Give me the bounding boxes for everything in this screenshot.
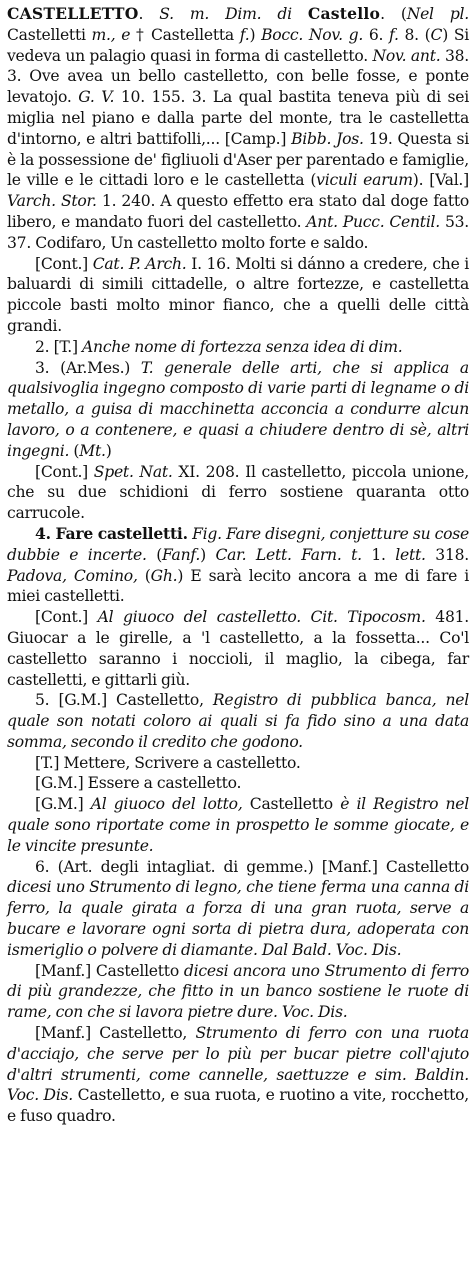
text-run: ) <box>200 545 216 564</box>
italic-text: Fanf. <box>162 545 201 564</box>
text-run: . ( <box>380 5 407 23</box>
text-run: 10. 155. 3. La qual bastita teneva più di sei miglia nel piano e dalla parte del monte, tra le castelletta d'intorno, e altri battifolli,... [Camp.] <box>7 88 470 148</box>
italic-text: f. <box>239 25 250 44</box>
italic-text: Cat. P. Arch. <box>92 254 187 273</box>
italic-text: f. <box>389 25 399 44</box>
italic-text: T. generale delle arti, che si applica a qualsivoglia ingegno composto di varie parti di legname o di metallo, a guisa di macchinetta acconcia a condurre alcun lavoro, o a contenere, e quasi a chiudere dentro di sè, altri ingegni. <box>7 358 469 460</box>
italic-text: dicesi uno Strumento di legno, che tiene ferma una canna di ferro, la quale girata a forza di una gran ruota, serve a bucare e lavorare ogni sorta di pietra dura, adoperata con ismeriglio o polvere di diamante. Dal Bald. Voc. Dis. <box>7 878 469 959</box>
italic-text: C <box>430 25 443 44</box>
text-run: [Manf.] Castelletto, <box>35 1024 196 1043</box>
italic-text: dicesi ancora uno Strumento di ferro di più grandezze, che fitto in un banco sostiene le ruote di rame, con che si lavora pietre dure. Voc. Dis. <box>7 961 469 1022</box>
italic-text: Padova, Comino, <box>7 566 138 585</box>
text-run: ) <box>249 25 262 44</box>
entry-definition <box>7 4 469 254</box>
text-run: [Cont.] <box>35 462 94 481</box>
italic-text: viculi earum <box>316 171 413 190</box>
text-run: Castelletto <box>242 795 341 814</box>
italic-text: Gh. <box>150 566 178 585</box>
italic-text: Strumento di ferro con una ruota d'acciajo, che serve per lo più per bucar pietre coll'ajuto d'altri strumenti, come cannelle, saettuzze e sim. Baldin. Voc. Dis. <box>7 1024 469 1105</box>
text-run: ( <box>137 566 151 585</box>
text-run: 19. Questa si è la possessione de' figliuoli d'Aser per parentado e famiglie, le ville e le cittadi loro e le castelletta ( <box>7 129 470 190</box>
text-run: ) <box>105 441 112 460</box>
italic-text: Registro di pubblica banca, nel quale son notati coloro ai quali si fa fido sino a una data somma, secondo il credito che godono. <box>7 691 469 751</box>
sense-continuation <box>7 773 469 794</box>
text-run: 53. 37. Codifaro, Un castelletto molto forte e saldo. <box>7 212 469 252</box>
italic-text: lett. <box>395 545 426 564</box>
text-run: [Cont.] <box>35 254 93 273</box>
text-run: [G.M.] Essere a castelletto. <box>35 774 242 793</box>
italic-text: è il Registro nel quale sono riportate come in prospetto le somme giocate, e le vincite presunte. <box>7 795 470 855</box>
text-run: † Castelletta <box>130 25 240 44</box>
italic-text: Varch. Stor. <box>7 192 97 211</box>
text-run: 38. 3. Ove avea un bello castelletto, con belle fosse, e ponte levatojo. <box>7 46 469 107</box>
italic-text: Bocc. Nov. g. <box>261 25 364 44</box>
sense-6 <box>7 857 469 961</box>
italic-text: Bibb. Jos. <box>291 129 364 148</box>
text-run: Castelletti <box>7 25 92 44</box>
sense-5 <box>7 690 469 752</box>
text-run: 3. (Ar.Mes.) <box>35 358 141 377</box>
text-run: 8. ( <box>398 25 431 44</box>
italic-text: Ant. Pucc. Centil. <box>306 212 441 231</box>
text-run: 318. <box>425 545 470 564</box>
sense-continuation <box>7 753 469 774</box>
italic-text: Anche nome di fortezza senza idea di dim. <box>82 337 403 356</box>
sense-2 <box>7 337 469 358</box>
text-run: 6. (Art. degli intagliat. di gemme.) [Manf.] Castelletto <box>35 857 469 876</box>
text-run: . <box>138 5 160 23</box>
italic-text: Fig. Fare disegni, conjetture su cose dubbie e incerte. <box>7 524 469 564</box>
italic-text: Al giuoco del lotto, <box>90 795 243 814</box>
italic-text: Car. Lett. Farn. t. <box>215 545 362 564</box>
text-run: ( <box>69 441 80 460</box>
sense-continuation <box>7 794 469 856</box>
sense-3 <box>7 358 469 462</box>
text-run: ) E sarà lecito ancora a me di fare i miei castelletti. <box>7 566 469 606</box>
text-run <box>292 5 308 23</box>
italic-text: m., e <box>91 25 131 44</box>
text-run: 6. <box>363 25 390 44</box>
text-run: XI. 208. Il castelletto, piccola unione, che su due schidioni di ferro sostiene quaranta otto carrucole. <box>7 462 469 523</box>
text-run: I. 16. Molti si dánno a credere, che i baluardi di simili cittadelle, o altre fortezze, e castelletta piccole basti molto minor fianco, che a quelli delle città grandi. <box>7 254 469 335</box>
text-run: Castelletto, e sua ruota, e ruotino a vite, rocchetto, e fuso quadro. <box>7 1086 469 1126</box>
text-run: ( <box>146 545 163 564</box>
italic-text: Nel pl. <box>406 5 469 23</box>
text-run: 2. [T.] <box>35 337 83 356</box>
sense-continuation <box>7 462 469 524</box>
text-run: 1. 240. A questo effetto era stato dal doge fatto libero, e mandato fuori del castelletto. <box>7 192 469 231</box>
sense-continuation <box>7 1023 469 1127</box>
bold-phrase: 4. Fare castelletti. <box>35 523 188 543</box>
italic-text: Spet. Nat. <box>93 462 173 481</box>
sense-4 <box>7 524 469 607</box>
text-run: [Manf.] Castelletto <box>35 961 184 980</box>
italic-text: S. m. Dim. di <box>159 5 292 23</box>
text-run: [Cont.] <box>35 608 98 627</box>
sense-continuation <box>7 607 469 690</box>
text-run: ) Si vedeva un palagio quasi in forma di castelletto. <box>7 25 469 65</box>
headword: Castello <box>307 4 381 23</box>
text-run: [G.M.] <box>35 795 91 814</box>
italic-text: Nov. ant. <box>372 46 441 65</box>
text-run: 481. Giuocar a le girelle, a 'l castelletto, a la fossetta... Co'l castelletto saranno i noccioli, il maglio, la cibega, far castelletti, e gittarli giù. <box>7 608 469 689</box>
text-run: 1. <box>361 545 396 564</box>
text-run: 5. [G.M.] Castelletto, <box>35 691 213 710</box>
sense-continuation <box>7 254 469 337</box>
text-run: ). [Val.] <box>412 171 469 190</box>
italic-text: Al giuoco del castelletto. Cit. Tipocosm. <box>97 608 426 627</box>
sense-continuation <box>7 961 469 1023</box>
headword: CASTELLETTO <box>7 4 139 23</box>
italic-text: Mt. <box>79 441 106 460</box>
italic-text: G. V. <box>78 88 115 107</box>
text-run: [T.] Mettere, Scrivere a castelletto. <box>35 753 301 772</box>
